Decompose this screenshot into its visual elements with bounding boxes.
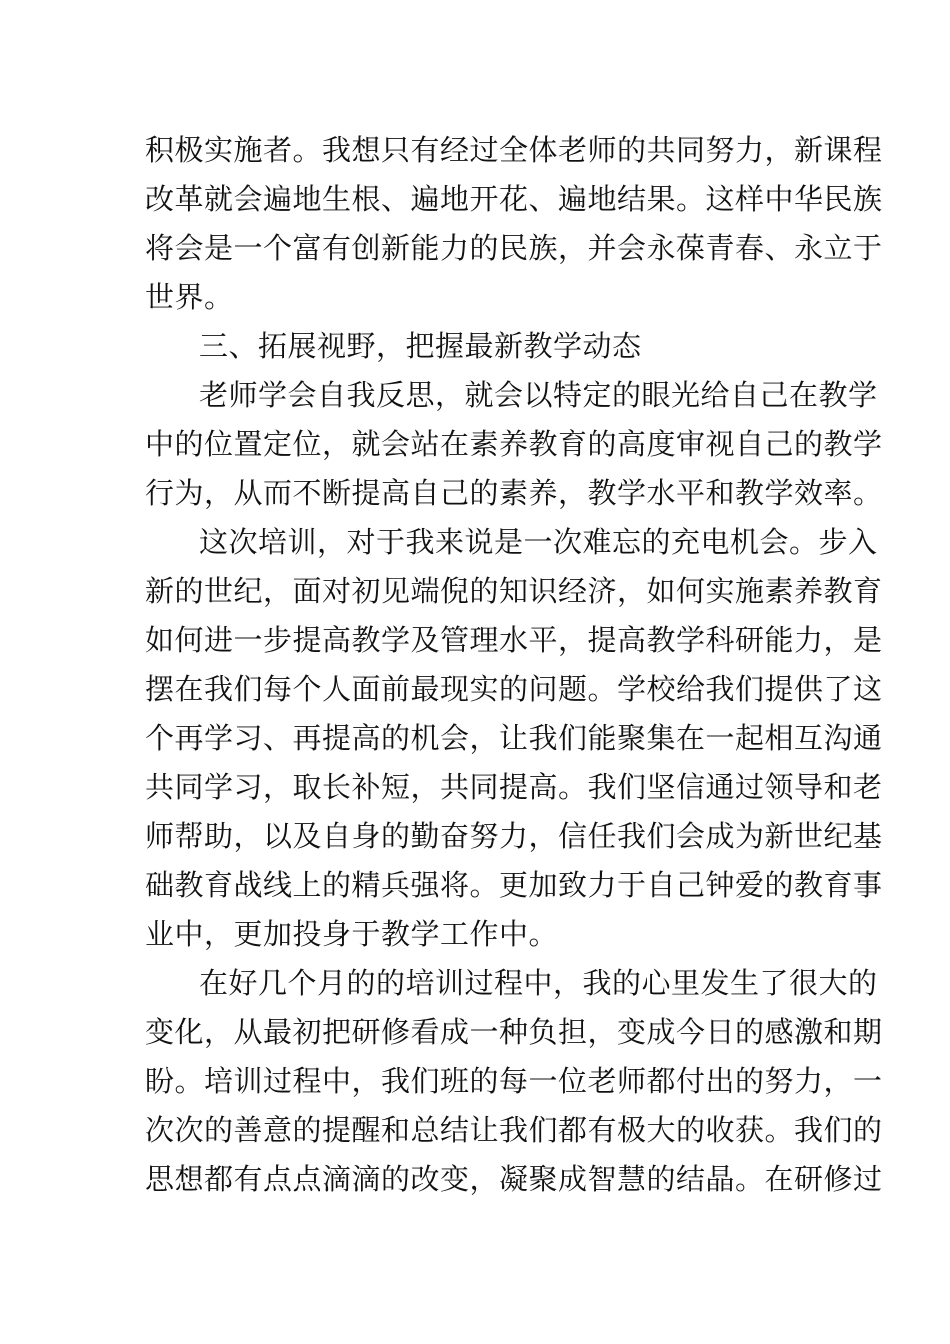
text-line: 中的位置定位，就会站在素养教育的高度审视自己的教学 bbox=[145, 427, 883, 461]
text-line: 如何进一步提高教学及管理水平，提高教学科研能力，是 bbox=[145, 623, 883, 657]
text-line: 次次的善意的提醒和总结让我们都有极大的收获。我们的 bbox=[145, 1113, 883, 1147]
document-body bbox=[145, 126, 883, 1204]
text-line: 变化，从最初把研修看成一种负担，变成今日的感激和期 bbox=[145, 1015, 883, 1049]
text-line: 老师学会自我反思，就会以特定的眼光给自己在教学 bbox=[199, 378, 878, 412]
text-line: 师帮助，以及自身的勤奋努力，信任我们会成为新世纪基 bbox=[145, 819, 883, 853]
text-line: 积极实施者。我想只有经过全体老师的共同努力，新课程 bbox=[145, 133, 883, 167]
text-line: 将会是一个富有创新能力的民族，并会永葆青春、永立于 bbox=[145, 231, 883, 265]
text-line: 础教育战线上的精兵强将。更加致力于自己钟爱的教育事 bbox=[145, 868, 883, 902]
text-line: 新的世纪，面对初见端倪的知识经济，如何实施素养教育 bbox=[145, 574, 883, 608]
text-line: 业中，更加投身于教学工作中。 bbox=[145, 917, 559, 951]
text-line: 世界。 bbox=[145, 280, 234, 314]
text-line: 盼。培训过程中，我们班的每一位老师都付出的努力，一 bbox=[145, 1064, 883, 1098]
text-line: 共同学习，取长补短，共同提高。我们坚信通过领导和老 bbox=[145, 770, 883, 804]
text-line: 行为，从而不断提高自己的素养，教学水平和教学效率。 bbox=[145, 476, 883, 510]
text-line: 摆在我们每个人面前最现实的问题。学校给我们提供了这 bbox=[145, 672, 883, 706]
section-heading: 三、拓展视野，把握最新教学动态 bbox=[199, 329, 642, 363]
text-line: 改革就会遍地生根、遍地开花、遍地结果。这样中华民族 bbox=[145, 182, 883, 216]
text-line: 思想都有点点滴滴的改变，凝聚成智慧的结晶。在研修过 bbox=[145, 1162, 883, 1196]
text-line: 这次培训，对于我来说是一次难忘的充电机会。步入 bbox=[199, 525, 878, 559]
text-line: 个再学习、再提高的机会，让我们能聚集在一起相互沟通 bbox=[145, 721, 883, 755]
text-line: 在好几个月的的培训过程中，我的心里发生了很大的 bbox=[199, 966, 878, 1000]
